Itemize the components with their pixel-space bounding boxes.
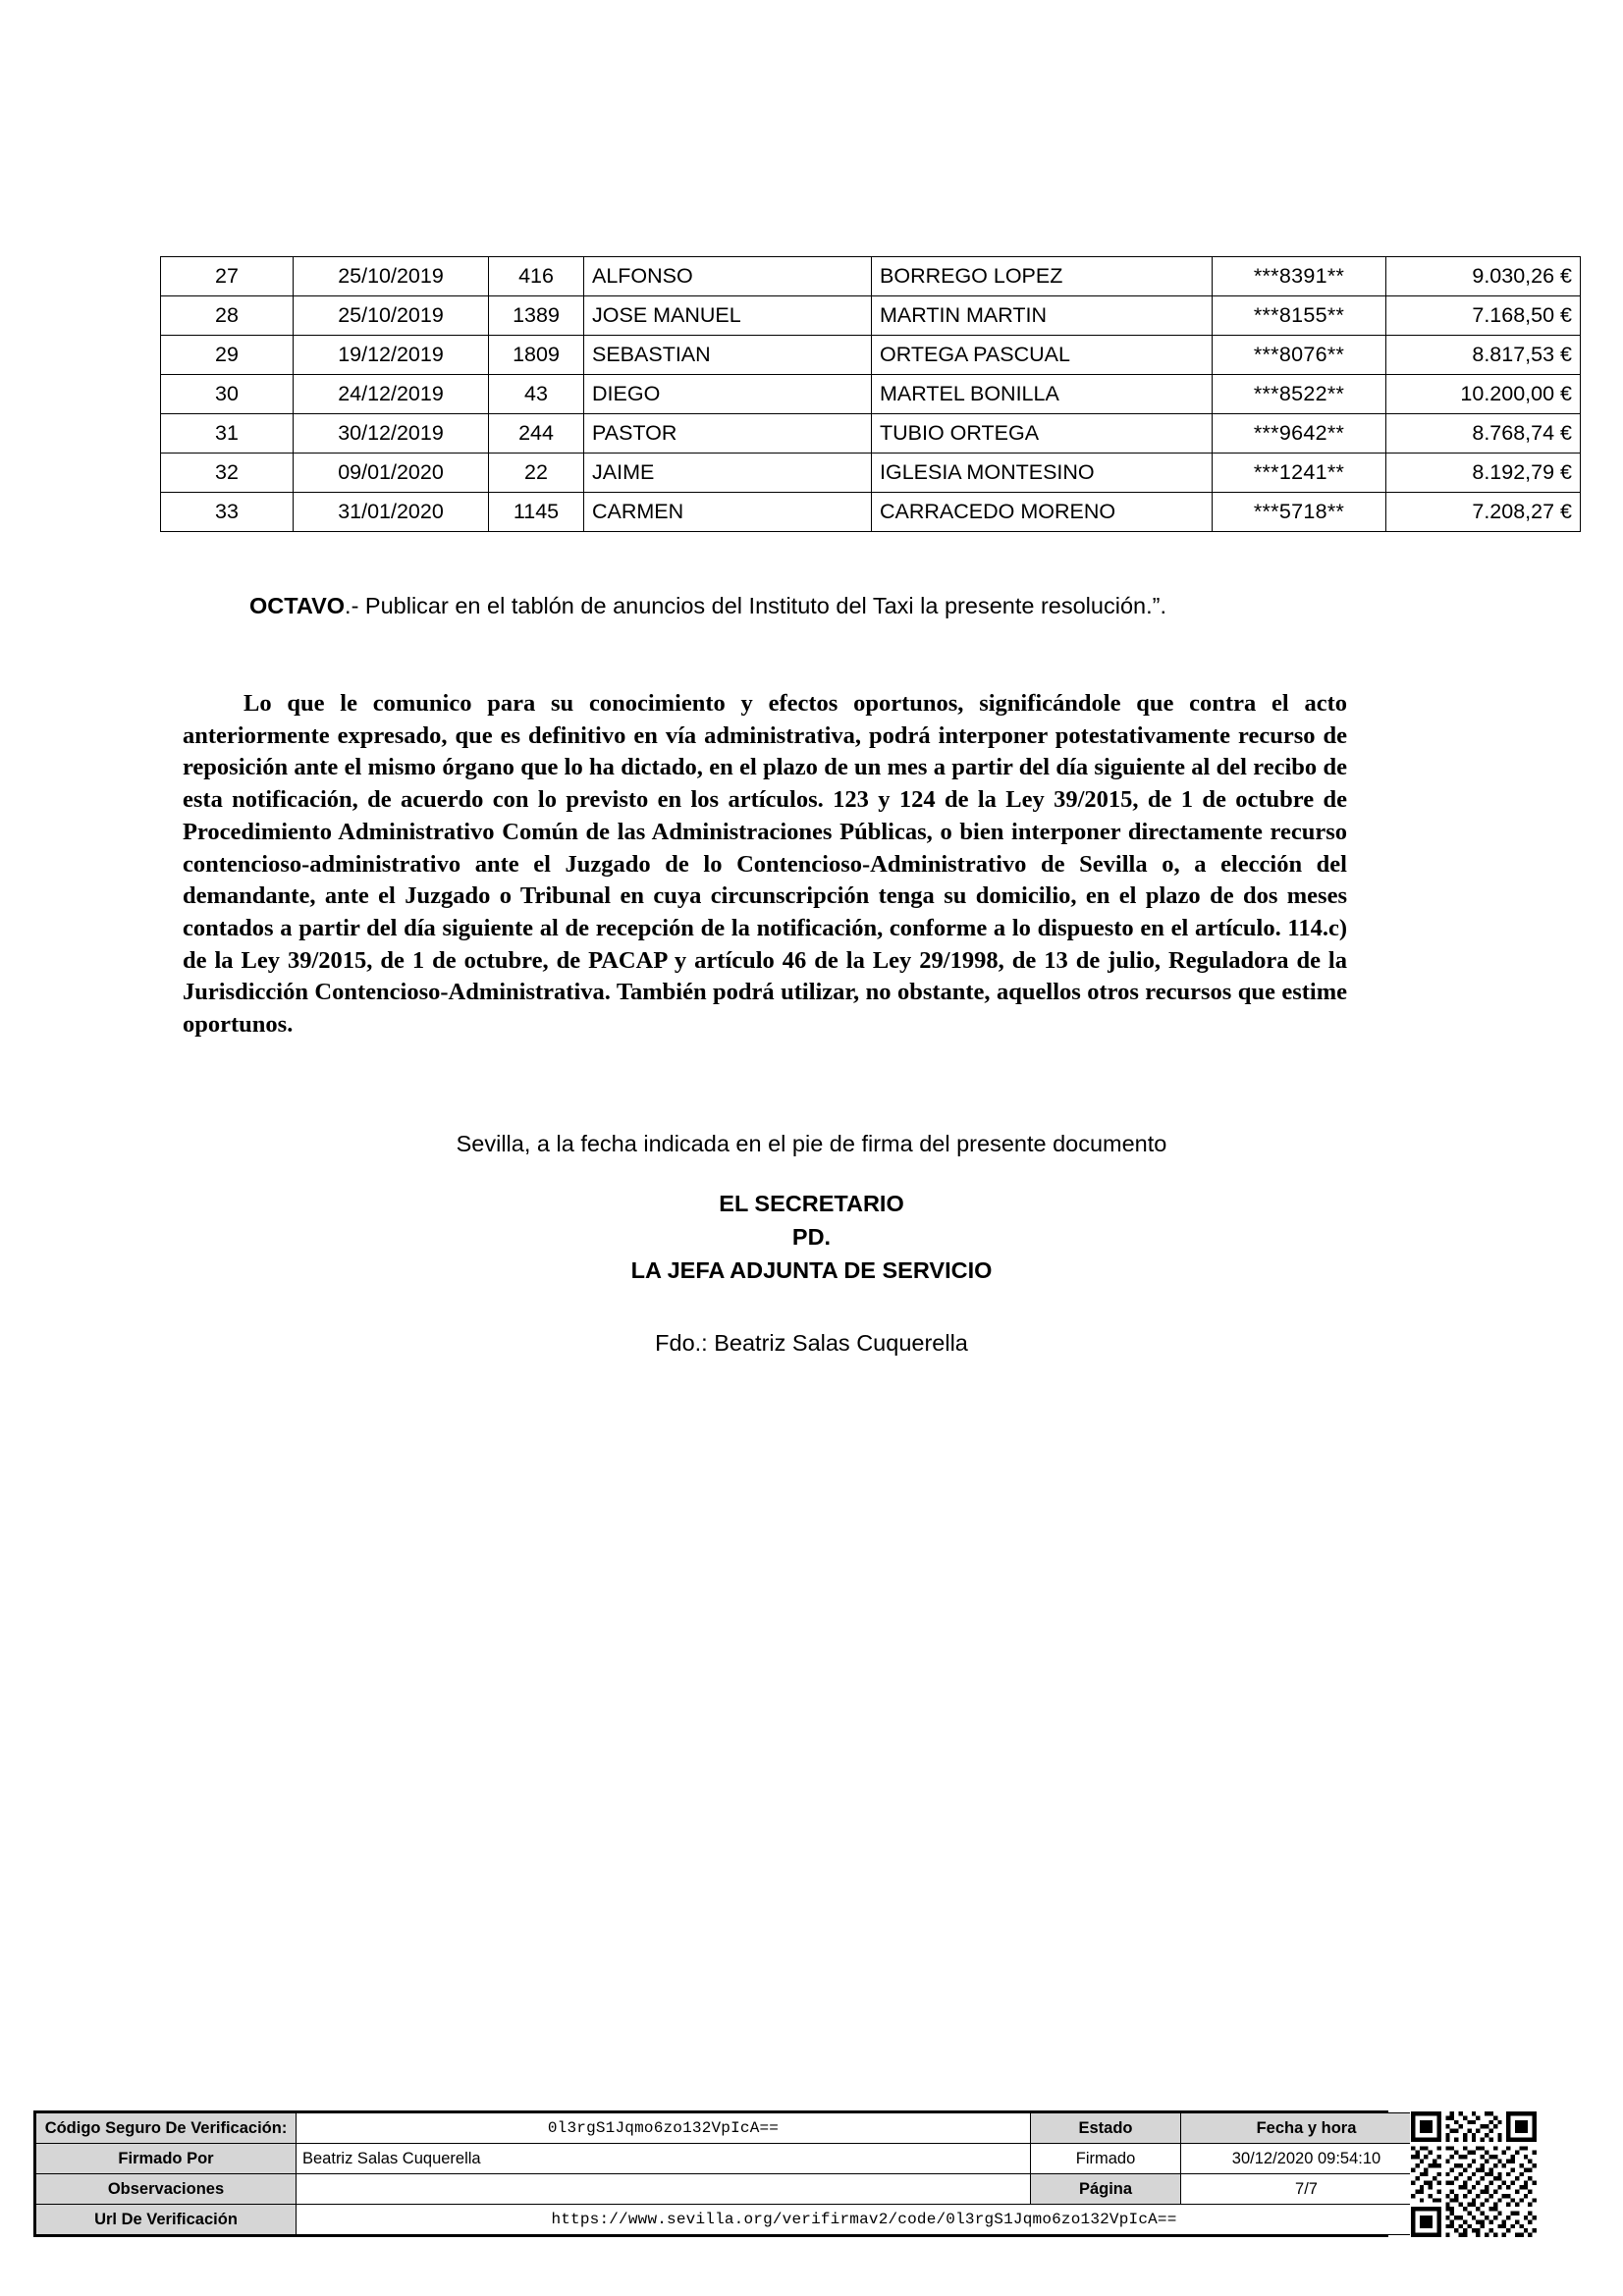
cell-importe: 8.192,79 € (1386, 454, 1581, 493)
table-row (161, 375, 1581, 414)
pagina-label: Página (1031, 2174, 1181, 2205)
cell-nombre: JAIME (584, 454, 872, 493)
cell-expediente: 416 (489, 257, 584, 296)
cell-expediente: 22 (489, 454, 584, 493)
table-row (161, 257, 1581, 296)
firmado-por-value: Beatriz Salas Cuquerella (297, 2144, 1031, 2174)
cell-expediente: 244 (489, 414, 584, 454)
cell-apellidos: BORREGO LOPEZ (872, 257, 1213, 296)
cell-num: 32 (161, 454, 294, 493)
cell-num: 29 (161, 336, 294, 375)
cell-expediente: 43 (489, 375, 584, 414)
firmado-por-label: Firmado Por (36, 2144, 297, 2174)
cell-date: 25/10/2019 (294, 296, 489, 336)
cell-nif: ***5718** (1213, 493, 1386, 532)
cell-nif: ***8076** (1213, 336, 1386, 375)
verification-table-container (33, 2110, 1388, 2237)
cell-num: 31 (161, 414, 294, 454)
signed-by-line: Fdo.: Beatriz Salas Cuquerella (655, 1330, 968, 1356)
csv-value: 0l3rgS1Jqmo6zo132VpIcA== (297, 2113, 1031, 2144)
cell-nombre: PASTOR (584, 414, 872, 454)
cell-apellidos: ORTEGA PASCUAL (872, 336, 1213, 375)
cell-nif: ***8391** (1213, 257, 1386, 296)
cell-num: 30 (161, 375, 294, 414)
observaciones-label: Observaciones (36, 2174, 297, 2205)
cell-date: 09/01/2020 (294, 454, 489, 493)
applicants-table (160, 256, 1581, 532)
url-value[interactable]: https://www.sevilla.org/verifirmav2/code/0l3rgS1Jqmo6zo132VpIcA== (297, 2205, 1433, 2235)
table-row (161, 414, 1581, 454)
table-row (161, 336, 1581, 375)
url-label: Url De Verificación (36, 2205, 297, 2235)
paragraph-legal-recourse: Lo que le comunico para su conocimiento y efectos oportunos, significándole que contra el acto anteriormente expresado, que es definitivo en vía administrativa, podrá interponer potestativamente recurso de reposición ante el mismo órgano que lo ha dictado, en el plazo de un mes a partir del día siguiente al del recibo de esta notificación, de acuerdo con lo previsto en los artículos. 123 y 124 de la Ley 39/2015, de 1 de octubre de Procedimiento Administrativo Común de las Administraciones Públicas, o bien interponer directamente recurso contencioso-administrativo ante el Juzgado de lo Contencioso-Administrativo de Sevilla o, a elección del demandante, ante el Juzgado o Tribunal en cuya circunscripción tenga su domicilio, en el plazo de dos meses contados a partir del día siguiente al de recepción de la notificación, conforme a lo dispuesto en el artículo. 114.c) de la Ley 39/2015, de 1 de octubre, de PACAP y artículo 46 de la Ley 29/1998, de 13 de julio, Reguladora de la Jurisdicción Contencioso-Administrativa. También podrá utilizar, no obstante, aquellos otros recursos que estime oportunos. (183, 690, 1347, 1039)
cell-nif: ***1241** (1213, 454, 1386, 493)
observaciones-value (297, 2174, 1031, 2205)
pagina-value: 7/7 (1181, 2174, 1433, 2205)
table-row-firmado-por (36, 2144, 1433, 2174)
cell-num: 33 (161, 493, 294, 532)
cell-apellidos: TUBIO ORTEGA (872, 414, 1213, 454)
signature-title-block (0, 1188, 1623, 1287)
cell-date: 24/12/2019 (294, 375, 489, 414)
paragraph-octavo (183, 591, 1346, 621)
table-row (161, 493, 1581, 532)
cell-nif: ***9642** (1213, 414, 1386, 454)
cell-apellidos: IGLESIA MONTESINO (872, 454, 1213, 493)
signature-title-secretario: EL SECRETARIO (719, 1191, 904, 1216)
verification-footer (33, 2110, 1590, 2238)
place-date-line: Sevilla, a la fecha indicada en el pie de firma del presente documento (456, 1131, 1167, 1156)
csv-label: Código Seguro De Verificación: (36, 2113, 297, 2144)
cell-importe: 9.030,26 € (1386, 257, 1581, 296)
applicants-table-body (161, 257, 1581, 532)
cell-date: 25/10/2019 (294, 257, 489, 296)
cell-importe: 8.817,53 € (1386, 336, 1581, 375)
cell-importe: 7.208,27 € (1386, 493, 1581, 532)
octavo-lead-label: OCTAVO (249, 593, 346, 618)
cell-date: 19/12/2019 (294, 336, 489, 375)
cell-nombre: SEBASTIAN (584, 336, 872, 375)
table-row-observaciones (36, 2174, 1433, 2205)
applicants-table-container (160, 256, 1572, 532)
estado-label: Estado (1031, 2113, 1181, 2144)
qr-code-icon (1410, 2110, 1538, 2238)
cell-apellidos: MARTEL BONILLA (872, 375, 1213, 414)
estado-value: Firmado (1031, 2144, 1181, 2174)
cell-nombre: ALFONSO (584, 257, 872, 296)
cell-apellidos: CARRACEDO MORENO (872, 493, 1213, 532)
cell-expediente: 1809 (489, 336, 584, 375)
table-row (161, 296, 1581, 336)
cell-nif: ***8155** (1213, 296, 1386, 336)
signature-title-pd: PD. (791, 1223, 832, 1250)
cell-nombre: JOSE MANUEL (584, 296, 872, 336)
cell-nombre: CARMEN (584, 493, 872, 532)
cell-nif: ***8522** (1213, 375, 1386, 414)
cell-importe: 8.768,74 € (1386, 414, 1581, 454)
table-row-url (36, 2205, 1433, 2235)
octavo-body-text: .- Publicar en el tablón de anuncios del Instituto del Taxi la presente resolución.”. (345, 593, 1166, 618)
cell-expediente: 1145 (489, 493, 584, 532)
cell-apellidos: MARTIN MARTIN (872, 296, 1213, 336)
verification-table (35, 2112, 1433, 2235)
cell-importe: 7.168,50 € (1386, 296, 1581, 336)
table-row-csv (36, 2113, 1433, 2144)
cell-importe: 10.200,00 € (1386, 375, 1581, 414)
cell-date: 30/12/2019 (294, 414, 489, 454)
cell-num: 27 (161, 257, 294, 296)
signature-title-jefa-adjunta: LA JEFA ADJUNTA DE SERVICIO (630, 1256, 993, 1283)
fecha-hora-value: 30/12/2020 09:54:10 (1181, 2144, 1433, 2174)
verification-table-body (36, 2113, 1433, 2235)
cell-date: 31/01/2020 (294, 493, 489, 532)
cell-num: 28 (161, 296, 294, 336)
table-row (161, 454, 1581, 493)
cell-nombre: DIEGO (584, 375, 872, 414)
cell-expediente: 1389 (489, 296, 584, 336)
fecha-hora-label: Fecha y hora (1181, 2113, 1433, 2144)
